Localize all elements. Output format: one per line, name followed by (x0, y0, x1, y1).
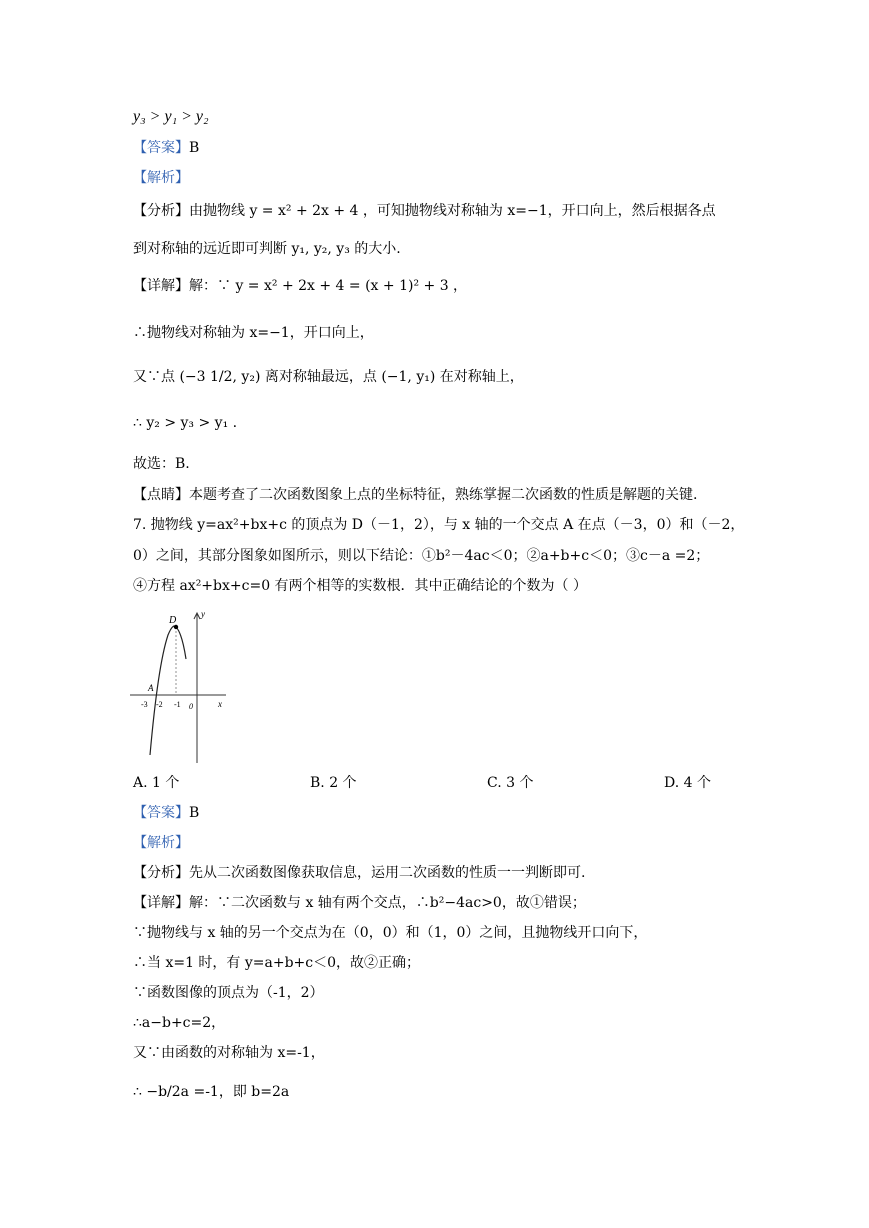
detail-2-line-1: 【详解】解：∵二次函数与 x 轴有两个交点，∴b²−4ac>0，故①错误； (133, 895, 586, 911)
detail-line-3: 又∵点 (−3 1/2, y₂) 离对称轴最远，点 (−1, y₁) 在对称轴上， (133, 369, 524, 385)
tick-minus-3: -3 (141, 700, 148, 709)
analysis-line-2: 到对称轴的远近即可判断 y₁, y₂, y₃ 的大小. (133, 241, 401, 257)
analysis-line-1: 【分析】由抛物线 y = x² + 2x + 4 ，可知抛物线对称轴为 x=−1，开口向上，然后根据各点 (133, 203, 716, 219)
detail-2-line-6: 又∵由函数的对称轴为 x=-1， (133, 1045, 325, 1061)
parabola-graph (128, 605, 228, 765)
option-b: B. 2 个 (310, 775, 357, 791)
answer-row-2 (133, 803, 199, 823)
tick-origin: 0 (189, 702, 193, 711)
detail-2-line-3: ∴当 x=1 时，有 y=a+b+c＜0，故②正确； (133, 955, 421, 971)
question-7-line-2: 0）之间，其部分图象如图所示，则以下结论：①b²－4ac＜0；②a+b+c＜0；③c－a =2； (133, 548, 710, 564)
option-c: C. 3 个 (487, 775, 534, 791)
detail-line-1: 【详解】解：∵ y = x² + 2x + 4 = (x + 1)² + 3 ， (133, 278, 468, 294)
detail-line-2: ∴抛物线对称轴为 x=−1，开口向上， (133, 325, 374, 341)
label-y: y (201, 609, 205, 619)
tick-minus-1: -1 (174, 700, 181, 709)
comment-line: 【点睛】本题考查了二次函数图象上点的坐标特征，熟练掌握二次函数的性质是解题的关键. (133, 487, 698, 503)
analysis-2-line-1: 【分析】先从二次函数图像获取信息，运用二次函数的性质一一判断即可. (133, 865, 586, 881)
question-7-line-3: ④方程 ax²+bx+c=0 有两个相等的实数根．其中正确结论的个数为（ ） (133, 578, 588, 594)
parabola-curve (150, 626, 186, 755)
analysis-tag: 【解析】 (133, 170, 189, 186)
detail-2-line-7: ∴ −b/2a =-1，即 b=2a (133, 1084, 290, 1100)
detail-2-line-2: ∵抛物线与 x 轴的另一个交点为在（0，0）和（1，0）之间，且抛物线开口向下， (133, 925, 648, 941)
label-x: x (218, 699, 222, 709)
choose-line: 故选：B. (133, 456, 190, 472)
tick-minus-2: -2 (156, 700, 163, 709)
label-a: A (148, 683, 154, 693)
answer-tag-2: 【答案】 (133, 805, 189, 821)
answer-value-2: B (189, 805, 200, 821)
detail-2-line-5: ∴a−b+c=2， (133, 1015, 226, 1031)
prev-answer-inequality: y₃ > y₁ > y₂ (133, 108, 209, 125)
answer-tag: 【答案】 (133, 140, 189, 156)
detail-2-line-4: ∵函数图像的顶点为（-1，2） (133, 985, 324, 1001)
label-d: D (169, 615, 177, 626)
option-d: D. 4 个 (664, 775, 711, 791)
answer-row-1 (133, 138, 199, 158)
answer-value: B (189, 140, 200, 156)
question-7-line-1: 7. 抛物线 y=ax²+bx+c 的顶点为 D（－1，2），与 x 轴的一个交点 A 在点（－3，0）和（－2， (133, 517, 745, 533)
detail-line-4: ∴ y₂ > y₃ > y₁ . (133, 415, 238, 431)
option-a: A. 1 个 (133, 775, 180, 791)
analysis-tag-2: 【解析】 (133, 835, 189, 851)
